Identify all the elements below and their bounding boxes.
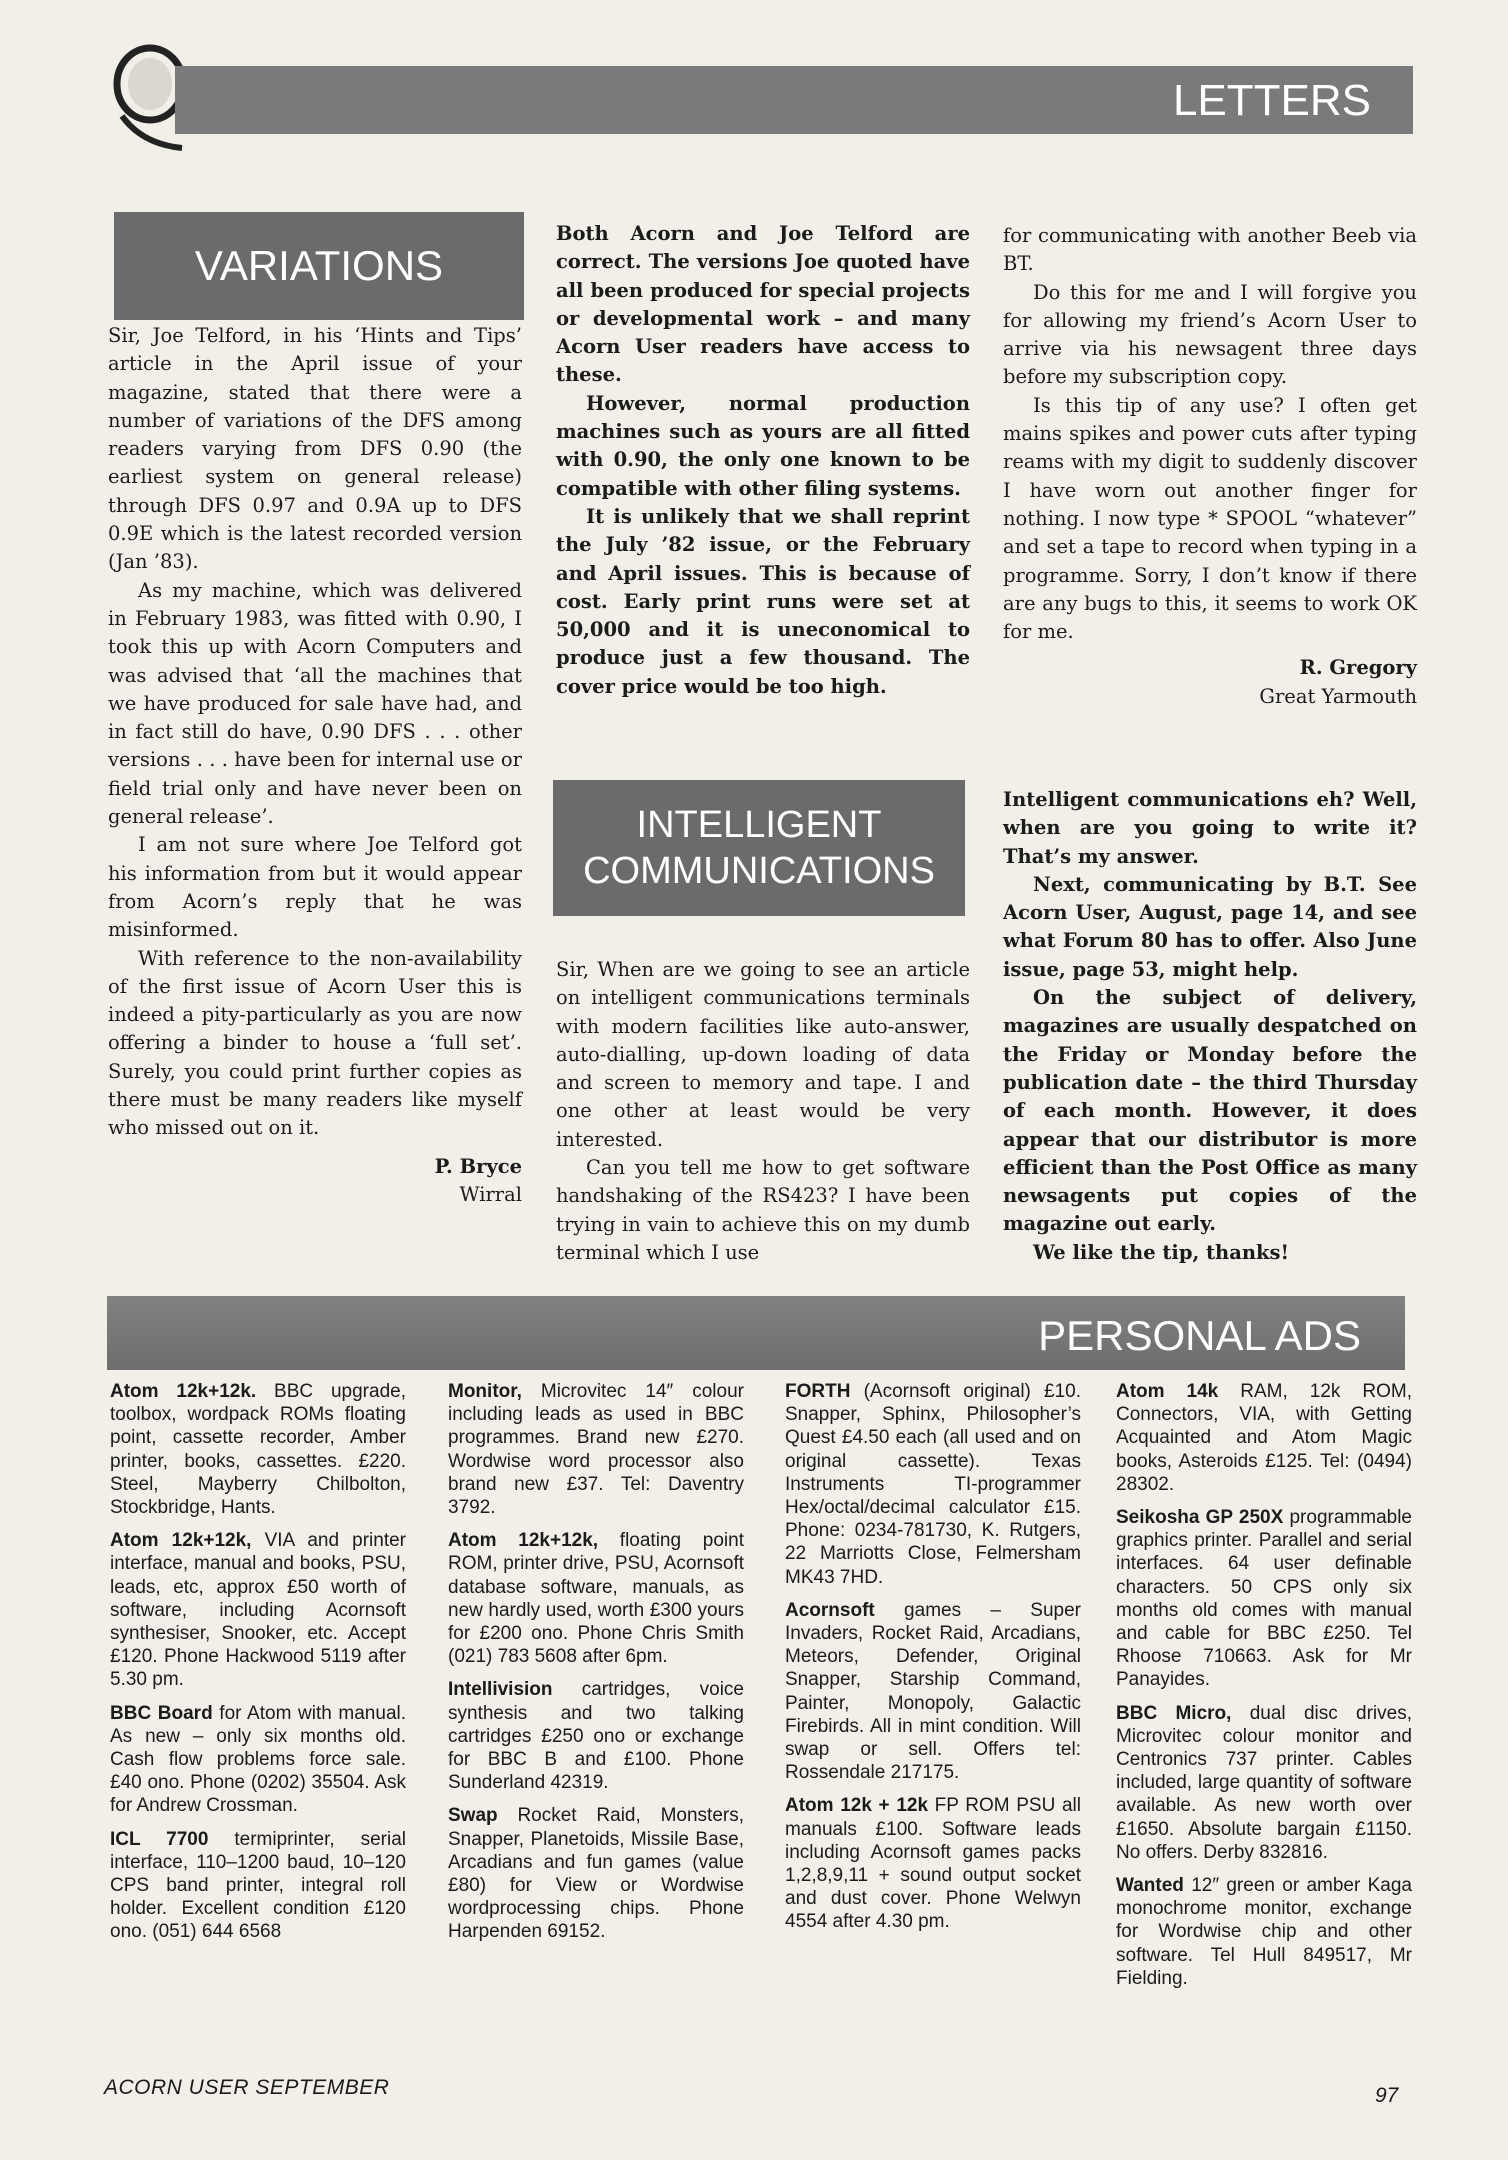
heading-line: COMMUNICATIONS	[583, 850, 935, 892]
letter2-paragraph: Can you tell me how to get software handshaking of the RS423? I have been trying in vain to achieve this on my dumb terminal which I use	[556, 1156, 970, 1264]
ads-column-2	[448, 1380, 744, 1954]
letters-section-banner	[175, 66, 1413, 134]
ad-item: FORTH (Acornsoft original) £10. Snapper, Sphinx, Philosopher’s Quest £4.50 each (all used and on original cassette). Texas Instruments TI-programmer Hex/octal/decimal calculator £15. Phone: 0234-781730, K. Rutgers, 22 Marriotts Close, Felmersham MK43 7HD.	[785, 1381, 1081, 1588]
ad-item: BBC Micro, dual disc drives, Microvitec colour monitor and Centronics 737 printer. Cables included, large quantity of software available. As new worth over £1650. Absolute bargain £1150. No offers. Derby 832816.	[1116, 1702, 1412, 1863]
ad-item: Atom 12k+12k. BBC upgrade, toolbox, wordpack ROMs floating point, cassette recorder, Amber printer, books, cassettes. £220. Steel, Mayberry Chilbolton, Stockbridge, Hants.	[110, 1381, 406, 1519]
variations-heading: VARIATIONS	[114, 212, 524, 320]
letter2-reply	[1003, 786, 1417, 1267]
letter2-body-continued	[1003, 222, 1417, 711]
letter2-paragraph: Do this for me and I will forgive you for allowing my friend’s Acorn User to arrive via his newsagent three days before my subscription copy.	[1003, 280, 1417, 389]
ad-item: Intellivision cartridges, voice synthesis and two talking cartridges £250 ono or exchange for BBC B and £100. Phone Sunderland 42319.	[448, 1679, 744, 1794]
ad-item: Acornsoft games – Super Invaders, Rocket Raid, Arcadians, Meteors, Defender, Original Snapper, Starship Command, Painter, Monopoly, Galactic Firebirds. All in mint condition. Will swap or sell. Offers tel: Rossendale 217175.	[785, 1599, 1081, 1784]
letter1-reply-paragraph: It is unlikely that we shall reprint the July ’82 issue, or the February and April issues. This is because of cost. Early print runs were set at 50,000 and it is uneconomical to produce just a few thousand. The cover price would be too high.	[556, 504, 970, 698]
letter2-reply-paragraph: Intelligent communications eh? Well, when are you going to write it? That’s my answer.	[1003, 788, 1417, 868]
letter2-reply-paragraph: Next, communicating by B.T. See Acorn User, August, page 14, and see what Forum 80 has to offer. Also June issue, page 53, might help.	[1003, 872, 1417, 981]
section-title: LETTERS	[1172, 76, 1371, 125]
personal-ads-banner	[107, 1296, 1405, 1370]
letter2-paragraph: for communicating with another Beeb via BT.	[1003, 224, 1417, 276]
ad-item: Wanted 12″ green or amber Kaga monochrome monitor, exchange for Wordwise chip and other software. Tel Hull 849517, Mr Fielding.	[1116, 1875, 1412, 1989]
section-title: PERSONAL ADS	[1038, 1312, 1361, 1359]
intelligent-communications-heading	[553, 780, 965, 916]
heading-line: INTELLIGENT	[636, 804, 882, 846]
ad-item: ICL 7700 termiprinter, serial interface, 110–1200 baud, 10–120 CPS band printer, integral roll holder. Excellent condition £120 ono. (051) 644 6568	[110, 1828, 406, 1943]
letter1-paragraph: With reference to the non-availability of the first issue of Acorn User this is indeed a pity-particularly as you are now offering a binder to house a ‘full set’. Surely, you could print further copies as there must be many readers like myself who missed out on it.	[108, 946, 522, 1140]
letter1-paragraph: Sir, Joe Telford, in his ‘Hints and Tips’ article in the April issue of your magazine, stated that there were a number of variations of the DFS among readers varying from DFS 0.90 (the earliest system on general release) through DFS 0.97 and 0.9A up to DFS 0.9E which is the latest recorded version (Jan ’83).	[108, 324, 522, 574]
ad-item: Swap Rocket Raid, Monsters, Snapper, Planetoids, Missile Base, Arcadians and fun games (value £80) for View or Wordwise wordprocessing chips. Phone Harpenden 69152.	[448, 1805, 744, 1943]
ads-column-1	[110, 1380, 406, 1954]
ad-item: BBC Board for Atom with manual. As new – only six months old. Cash flow problems force sale. £40 ono. Phone (0202) 35504. Ask for Andrew Crossman.	[110, 1702, 407, 1817]
letter1-paragraph: I am not sure where Joe Telford got his information from but it would appear from Acorn’s reply that he was misinformed.	[108, 833, 522, 942]
ad-item: Atom 12k+12k, floating point ROM, printer drive, PSU, Acornsoft database software, manuals, as new hardly used, worth £300 yours for £200 ono. Phone Chris Smith (021) 783 5608 after 6pm.	[448, 1530, 744, 1668]
ad-item: Atom 14k RAM, 12k ROM, Connectors, VIA, with Getting Acquainted and Atom Magic books, Asteroids £125. Tel: (0494) 28302.	[1116, 1381, 1413, 1495]
letter1-signature-name: P. Bryce	[434, 1154, 522, 1178]
letter2-paragraph: Is this tip of any use? I often get mains spikes and power cuts after typing reams with my digit to suddenly discover I have worn out another finger for nothing. I now type * SPOOL “whatever” and set a tape to record when typing in a programme. Sorry, I don’t know if there are any bugs to this, it seems to work OK for me.	[1003, 393, 1417, 644]
letter1-body	[108, 322, 522, 1209]
letter2-reply-paragraph: We like the tip, thanks!	[1033, 1240, 1290, 1264]
ads-column-4	[1116, 1380, 1412, 2000]
page-number: 97	[1375, 2084, 1399, 2107]
letter1-reply-paragraph: Both Acorn and Joe Telford are correct. The versions Joe quoted have all been produced for special projects or developmental work – and many Acorn User readers have access to these.	[556, 222, 970, 387]
ad-item: Atom 12k+12k, VIA and printer interface, manual and books, PSU, leads, etc, approx £50 worth of software, including Acornsoft synthesiser, Snooker, etc. Accept £120. Phone Hackwood 5119 after 5.30 pm.	[110, 1530, 407, 1691]
letter1-signature-place: Wirral	[459, 1182, 522, 1206]
letter2-reply-paragraph: On the subject of delivery, magazines are usually despatched on the Friday or Monday before the publication date – the third Thursday of each month. However, it does appear that our distributor is more efficient than the Post Office as many newsagents put copies of the magazine out early.	[1003, 986, 1417, 1236]
ad-item: Seikosha GP 250X programmable graphics printer. Parallel and serial interfaces. 64 user definable characters. 50 CPS only six months old comes with manual and cable for BBC £250. Tel Rhoose 710663. Ask for Mr Panayides.	[1116, 1507, 1412, 1691]
letter1-reply-paragraph: However, normal production machines such as yours are all fitted with 0.90, the only one known to be compatible with other filing systems.	[556, 391, 970, 500]
ad-item: Monitor, Microvitec 14″ colour including leads as used in BBC programmes. Brand new £270. Wordwise word processor also brand new £37. Tel: Daventry 3792.	[448, 1381, 744, 1519]
ads-column-3	[785, 1380, 1081, 1944]
letter2-body	[556, 956, 970, 1267]
letter2-paragraph: Sir, When are we going to see an article on intelligent communications terminals with modern facilities like auto-answer, auto-dialling, up-down loading of data and screen to memory and tape. I and one other at least would be very interested.	[556, 958, 970, 1151]
letter2-signature-place: Great Yarmouth	[1259, 684, 1417, 708]
letter1-reply	[556, 220, 970, 701]
letter1-paragraph: As my machine, which was delivered in February 1983, was fitted with 0.90, I took this up with Acorn Computers and was advised that ‘all the machines that we have produced for sale have had, and in fact still do have, 0.90 DFS . . . other versions . . . have been for internal use or field trial only and have never been on general release’.	[108, 578, 522, 829]
ad-item: Atom 12k + 12k FP ROM PSU all manuals £100. Software leads including Acornsoft games packs 1,2,8,9,11 + sound output socket and dust cover. Phone Welwyn 4554 after 4.30 pm.	[785, 1795, 1081, 1933]
letter2-signature-name: R. Gregory	[1299, 656, 1417, 680]
footer-publication: ACORN USER SEPTEMBER	[104, 2076, 390, 2099]
